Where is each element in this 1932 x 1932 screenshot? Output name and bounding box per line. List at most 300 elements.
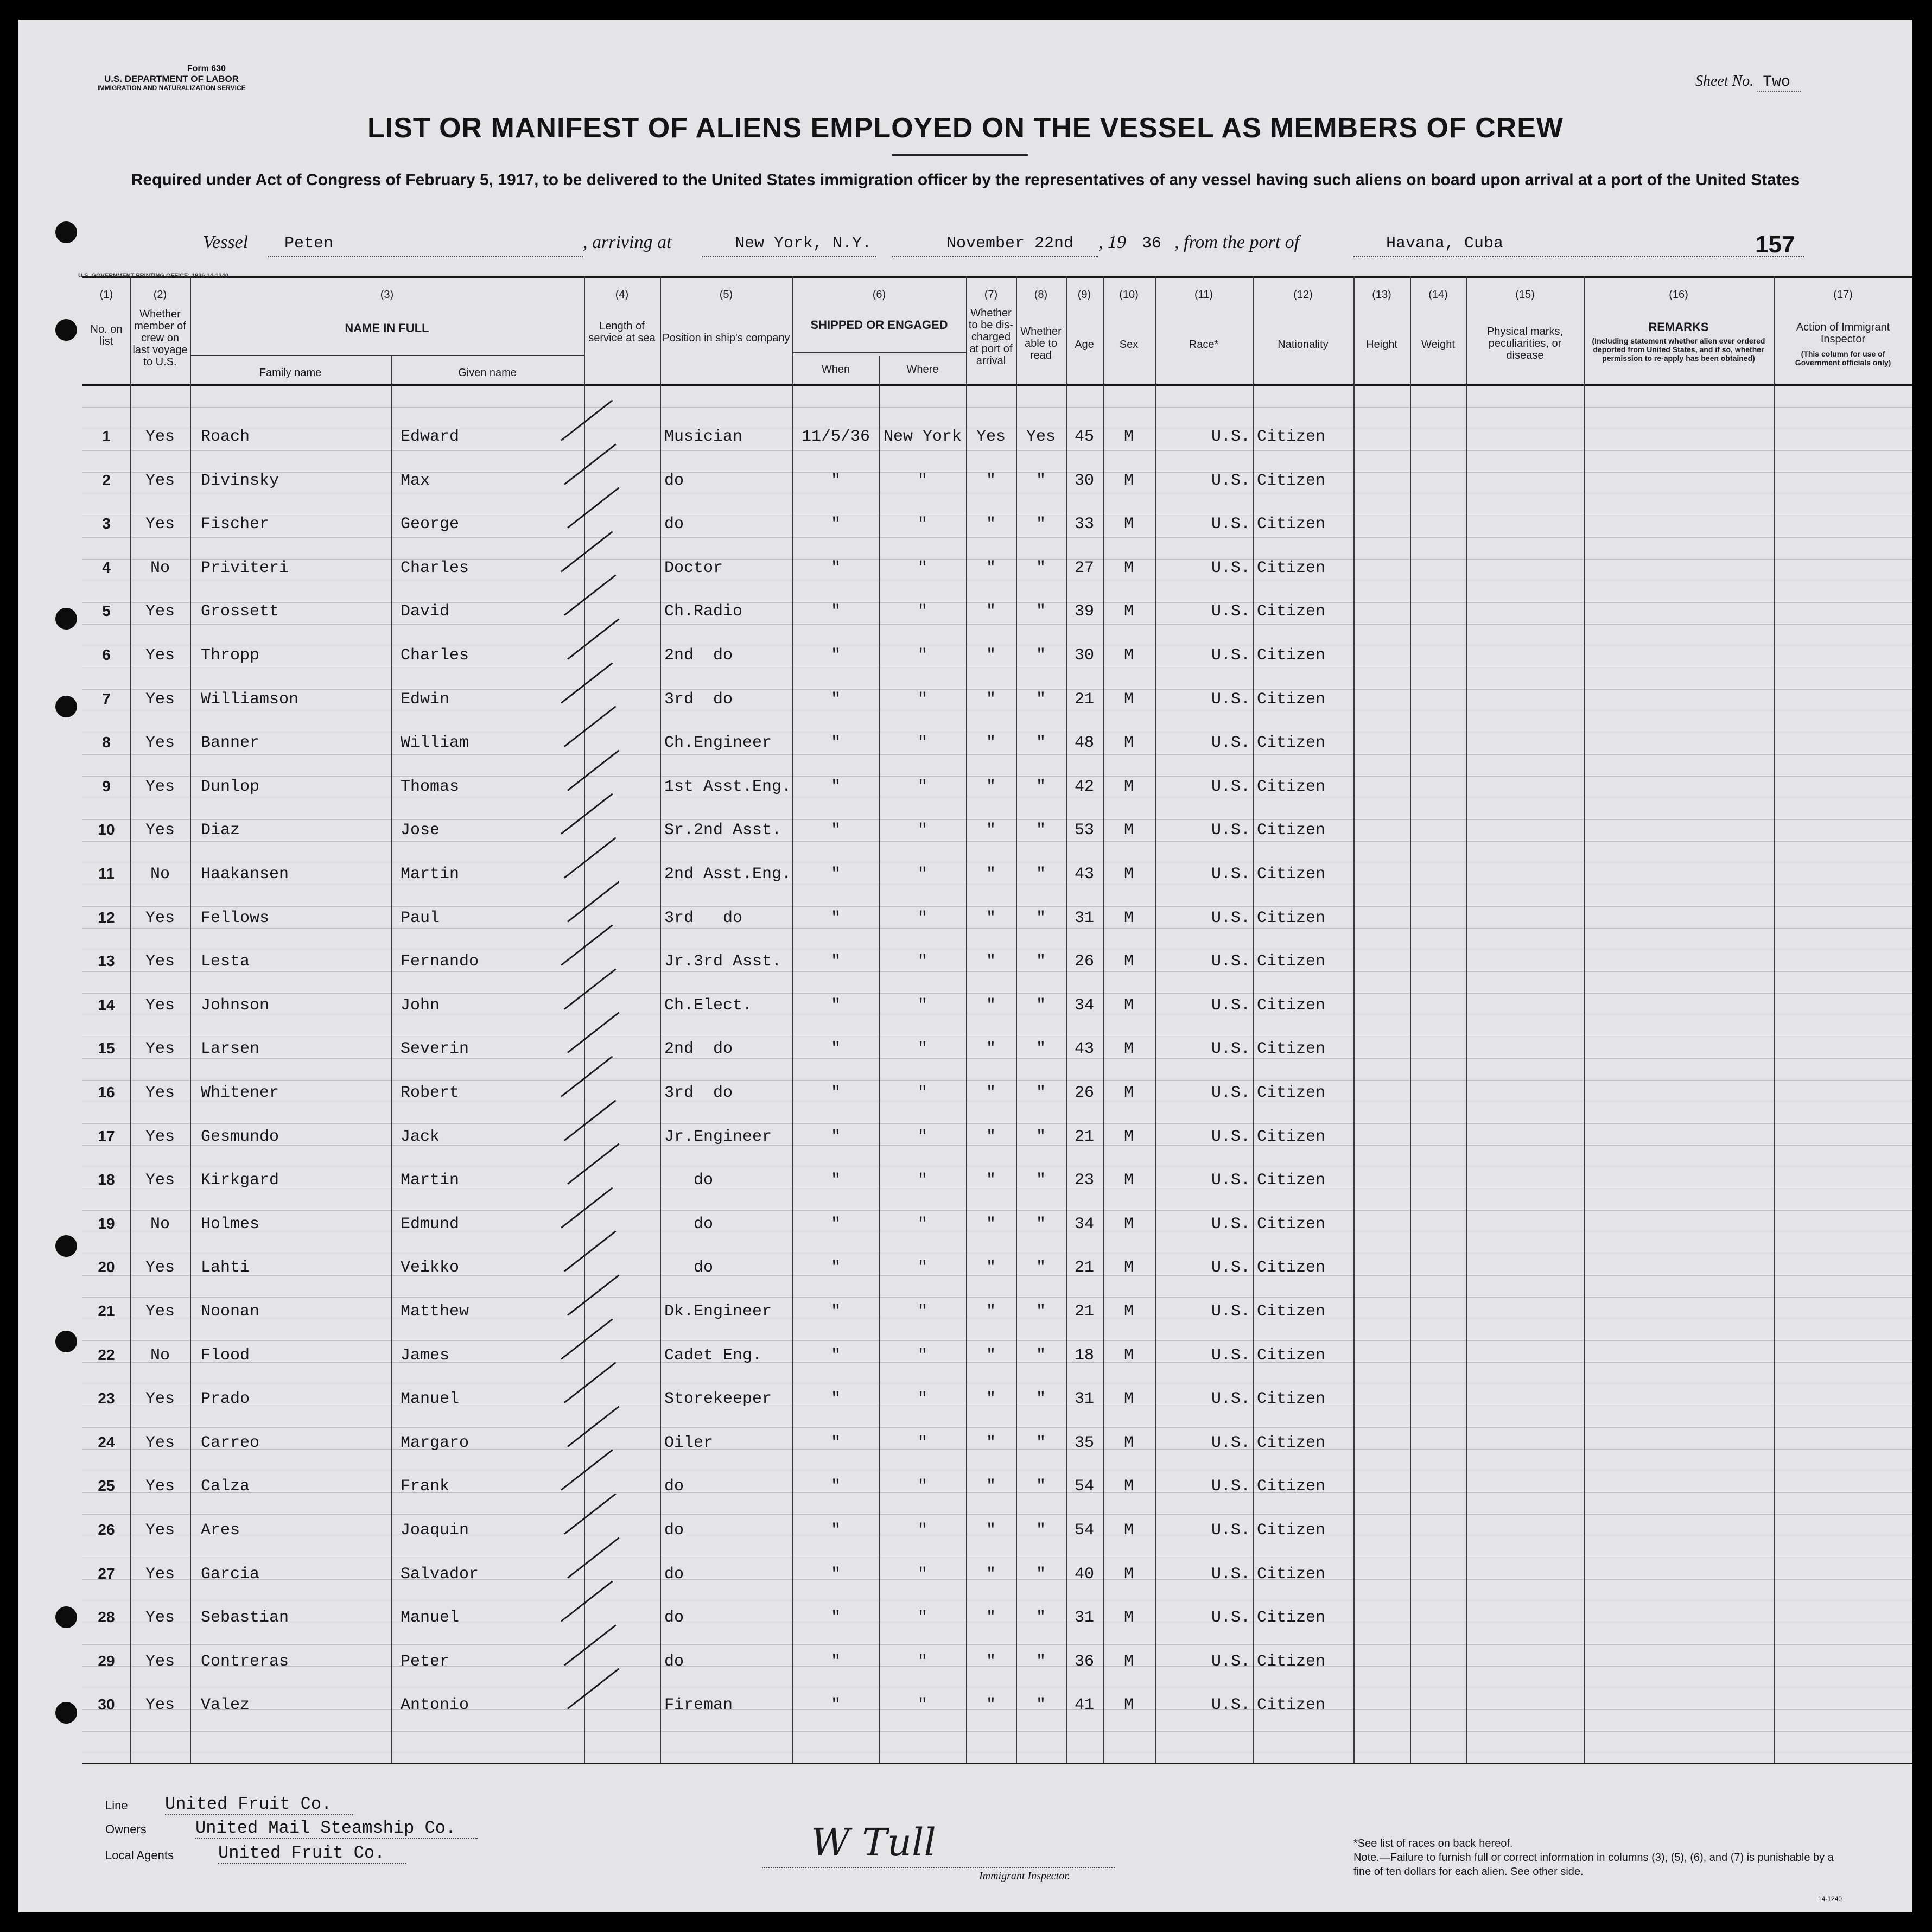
cell-no: 3 [102,515,111,532]
service-length-mark [567,1668,619,1709]
cell-position: do [664,1215,714,1234]
cell-race: U.S. [1211,1609,1250,1627]
cell-family: Larsen [201,1040,260,1058]
owners-value: United Mail Steamship Co. [195,1818,478,1839]
from-port: Havana, Cuba [1386,234,1504,253]
cell-position: 2nd do [664,646,733,665]
column-divider [1016,276,1017,1763]
cell-no: 24 [98,1434,115,1451]
col-number-6: (6) [872,289,886,301]
cell-sex: M [1123,865,1134,884]
cell-nationality: Citizen [1257,909,1326,927]
service-length-mark [564,1100,616,1141]
cell-age: 33 [1074,515,1094,533]
cell-age: 31 [1074,1609,1094,1627]
title-divider [892,154,1028,156]
cell-age: 42 [1074,778,1094,796]
cell-where: " [917,1609,927,1627]
cell-where: " [917,602,927,621]
cell-read: " [1035,952,1046,971]
cell-sex: M [1123,778,1134,796]
cell-given: Martin [401,865,460,884]
cell-when: " [830,559,841,577]
cell-read: " [1035,821,1046,840]
cell-given: Paul [401,909,440,927]
cell-nationality: Citizen [1257,1171,1326,1190]
ruled-line [82,407,1912,408]
cell-no: 1 [102,428,111,444]
cell-age: 18 [1074,1346,1094,1365]
cell-position: 3rd do [664,690,733,709]
shipped-subheader-rule [792,352,966,353]
printing-office-line: U.S. GOVERNMENT PRINTING OFFICE: 1936 14-1240 [78,272,228,279]
cell-race: U.S. [1211,1521,1250,1540]
ruled-line [82,689,1912,690]
cell-member: Yes [145,1477,175,1496]
cell-discharged: " [986,1215,996,1234]
cell-nationality: Citizen [1257,778,1326,796]
column-divider [130,276,131,1763]
arrival-date-rule [892,256,1098,257]
cell-nationality: Citizen [1257,1521,1326,1540]
cell-race: U.S. [1211,1346,1250,1365]
col-number-13: (13) [1372,289,1391,301]
cell-race: U.S. [1211,778,1250,796]
cell-read: Yes [1026,428,1056,446]
cell-race: U.S. [1211,1259,1250,1277]
punch-hole [55,1235,77,1257]
cell-where: " [917,1477,927,1496]
cell-member: Yes [145,1302,175,1321]
punch-hole [55,1702,77,1724]
cell-family: Thropp [201,646,260,665]
cell-member: Yes [145,1434,175,1452]
ruled-line [82,450,1912,451]
cell-position: do [664,1477,684,1496]
cell-sex: M [1123,1040,1134,1058]
cell-no: 8 [102,734,111,751]
cell-read: " [1035,996,1046,1015]
cell-no: 10 [98,821,115,838]
ruled-line [82,906,1912,907]
cell-sex: M [1123,428,1134,446]
cell-race: U.S. [1211,1434,1250,1452]
cell-discharged: " [986,1609,996,1627]
cell-no: 19 [98,1215,115,1232]
cell-discharged: " [986,1302,996,1321]
column-divider [1774,276,1775,1763]
cell-read: " [1035,559,1046,577]
cell-position: Ch.Elect. [664,996,753,1015]
service-length-mark [561,1056,613,1097]
cell-when: " [830,1128,841,1146]
header-weight: Weight [1421,339,1455,351]
cell-no: 27 [98,1565,115,1582]
header-nationality: Nationality [1278,339,1329,351]
cell-given: Severin [401,1040,469,1058]
service-length-mark [564,1230,616,1272]
cell-discharged: " [986,1346,996,1365]
header-action-note: (This column for use of Government officials only) [1795,349,1891,367]
cell-member: Yes [145,602,175,621]
cell-no: 13 [98,952,115,969]
cell-race: U.S. [1211,559,1250,577]
cell-discharged: " [986,515,996,533]
col-number-4: (4) [615,289,629,301]
cell-where: " [917,1653,927,1671]
cell-age: 26 [1074,952,1094,971]
cell-given: Salvador [401,1565,479,1584]
cell-no: 26 [98,1521,115,1538]
cell-no: 2 [102,472,111,488]
cell-read: " [1035,1346,1046,1365]
cell-read: " [1035,1565,1046,1584]
cell-when: " [830,1259,841,1277]
column-divider [966,276,967,1763]
punch-hole [55,319,77,341]
cell-where: " [917,515,927,533]
cell-discharged: " [986,996,996,1015]
cell-nationality: Citizen [1257,1434,1326,1452]
cell-family: Prado [201,1390,250,1408]
cell-age: 41 [1074,1696,1094,1714]
service-length-mark [561,793,613,834]
cell-given: Edwin [401,690,450,709]
list-number: 157 [1755,231,1795,258]
cell-age: 54 [1074,1477,1094,1496]
cell-read: " [1035,646,1046,665]
cell-read: " [1035,472,1046,490]
service-length-mark [561,1449,613,1490]
cell-race: U.S. [1211,1084,1250,1102]
inspector-label: Immigrant Inspector. [979,1870,1070,1882]
cell-sex: M [1123,1171,1134,1190]
ruled-line [82,1514,1912,1515]
cell-family: Flood [201,1346,250,1365]
cell-race: U.S. [1211,690,1250,709]
cell-nationality: Citizen [1257,472,1326,490]
cell-sex: M [1123,1215,1134,1234]
cell-age: 53 [1074,821,1094,840]
service-length-mark [567,487,619,528]
cell-given: George [401,515,460,533]
header-race: Race* [1189,339,1219,351]
manifest-sheet [18,20,1912,1912]
column-divider [1155,276,1156,1763]
header-action: Action of Immigrant Inspector [1796,321,1890,345]
cell-sex: M [1123,996,1134,1015]
cell-no: 5 [102,602,111,619]
cell-where: " [917,1259,927,1277]
cell-family: Lahti [201,1259,250,1277]
cell-age: 26 [1074,1084,1094,1102]
punch-hole [55,696,77,717]
cell-position: Jr.3rd Asst. [664,952,782,971]
punch-hole [55,1606,77,1628]
cell-age: 21 [1074,1302,1094,1321]
penalty-note: Note.—Failure to furnish full or correct information in columns (3), (5), (6), and (7) is punishable by a fine of ten dollars for each alien. See other side. [1353,1852,1834,1878]
cell-nationality: Citizen [1257,1302,1326,1321]
service-length-mark [561,399,613,441]
cell-age: 54 [1074,1521,1094,1540]
cell-no: 9 [102,778,111,795]
service-length-mark [561,1187,613,1228]
cell-discharged: " [986,1259,996,1277]
col-number-9: (9) [1077,289,1091,301]
cell-race: U.S. [1211,734,1250,752]
cell-where: " [917,778,927,796]
cell-when: " [830,1521,841,1540]
table-header-rule [82,384,1912,386]
cell-where: " [917,952,927,971]
header-position: Position in ship's company [662,332,790,344]
cell-race: U.S. [1211,821,1250,840]
cell-given: Edmund [401,1215,460,1234]
cell-where: " [917,1521,927,1540]
cell-where: " [917,1040,927,1058]
service-length-mark [561,662,613,703]
cell-position: Storekeeper [664,1390,772,1408]
cell-where: " [917,821,927,840]
vessel-line [203,232,1804,259]
cell-no: 12 [98,909,115,926]
cell-given: Jack [401,1128,440,1146]
cell-discharged: " [986,1084,996,1102]
cell-position: Sr.2nd Asst. [664,821,782,840]
cell-sex: M [1123,821,1134,840]
cell-no: 20 [98,1259,115,1275]
cell-given: Robert [401,1084,460,1102]
cell-discharged: " [986,909,996,927]
cell-nationality: Citizen [1257,1084,1326,1102]
cell-position: do [664,1565,684,1584]
cell-sex: M [1123,1302,1134,1321]
cell-nationality: Citizen [1257,1390,1326,1408]
cell-sex: M [1123,1346,1134,1365]
cell-race: U.S. [1211,646,1250,665]
cell-sex: M [1123,1084,1134,1102]
cell-no: 28 [98,1609,115,1625]
cell-family: Fischer [201,515,270,533]
cell-where: " [917,690,927,709]
column-divider [584,276,585,1763]
header-physical-marks: Physical marks, peculiarities, or disease [1486,326,1564,361]
service-length-mark [567,1274,619,1315]
cell-no: 16 [98,1084,115,1101]
year-prefix: , 19 [1098,232,1126,252]
cell-where: " [917,559,927,577]
cell-where: " [917,1565,927,1584]
cell-no: 15 [98,1040,115,1057]
ruled-line [82,993,1912,994]
cell-nationality: Citizen [1257,865,1326,884]
cell-read: " [1035,1521,1046,1540]
vessel-name-rule [268,256,583,257]
cell-family: Calza [201,1477,250,1496]
cell-discharged: " [986,472,996,490]
ruled-line [82,1058,1912,1059]
cell-age: 31 [1074,1390,1094,1408]
col-number-16: (16) [1669,289,1688,301]
col-number-17: (17) [1833,289,1853,301]
cell-no: 30 [98,1696,115,1713]
cell-family: Gesmundo [201,1128,279,1146]
service-length-mark [564,1362,616,1403]
cell-given: William [401,734,469,752]
cell-position: do [664,1171,714,1190]
cell-read: " [1035,1477,1046,1496]
cell-where: " [917,734,927,752]
cell-family: Dunlop [201,778,260,796]
cell-discharged: " [986,646,996,665]
col-number-14: (14) [1428,289,1448,301]
cell-age: 23 [1074,1171,1094,1190]
cell-family: Haakansen [201,865,289,884]
cell-nationality: Citizen [1257,602,1326,621]
cell-discharged: " [986,690,996,709]
form-number: Form 630 [187,64,226,73]
cell-when: " [830,1653,841,1671]
cell-sex: M [1123,1609,1134,1627]
service-length-mark [564,1624,616,1666]
ruled-line [82,754,1912,755]
header-shipped-engaged: SHIPPED OR ENGAGED [810,318,948,332]
cell-sex: M [1123,1434,1134,1452]
cell-nationality: Citizen [1257,1128,1326,1146]
cell-member: Yes [145,428,175,446]
cell-discharged: " [986,1040,996,1058]
cell-race: U.S. [1211,1653,1250,1671]
ruled-line [82,1123,1912,1124]
cell-age: 31 [1074,909,1094,927]
cell-sex: M [1123,909,1134,927]
service-length-mark [564,968,616,1009]
from-label: , from the port of [1174,232,1300,252]
cell-family: Carreo [201,1434,260,1452]
cell-nationality: Citizen [1257,734,1326,752]
cell-given: Thomas [401,778,460,796]
cell-given: Max [401,472,430,490]
header-where: Where [906,364,939,376]
header-given-name: Given name [458,367,517,379]
service-length-mark [564,443,616,485]
cell-nationality: Citizen [1257,1696,1326,1714]
cell-position: Dk.Engineer [664,1302,772,1321]
cell-member: Yes [145,1259,175,1277]
cell-read: " [1035,1040,1046,1058]
cell-race: U.S. [1211,1171,1250,1190]
cell-age: 43 [1074,865,1094,884]
cell-discharged: " [986,1653,996,1671]
cell-age: 27 [1074,559,1094,577]
department-name: U.S. DEPARTMENT OF LABOR [104,74,239,85]
cell-member: Yes [145,646,175,665]
cell-read: " [1035,515,1046,533]
cell-given: Frank [401,1477,450,1496]
cell-nationality: Citizen [1257,1040,1326,1058]
punch-hole [55,608,77,630]
cell-position: do [664,472,684,490]
cell-family: Kirkgard [201,1171,279,1190]
cell-discharged: " [986,1128,996,1146]
cell-member: Yes [145,1171,175,1190]
ruled-line [82,841,1912,842]
sheet-number-value: Two [1757,74,1801,92]
cell-given: Manuel [401,1609,460,1627]
cell-member: Yes [145,690,175,709]
cell-read: " [1035,778,1046,796]
cell-when: " [830,1565,841,1584]
cell-race: U.S. [1211,909,1250,927]
cell-age: 36 [1074,1653,1094,1671]
col-number-1: (1) [99,289,113,301]
cell-given: David [401,602,450,621]
cell-discharged: " [986,602,996,621]
col-number-2: (2) [153,289,167,301]
footer-notes [1353,1836,1853,1879]
cell-no: 21 [98,1302,115,1319]
ruled-line [82,1427,1912,1428]
vessel-name: Peten [284,234,334,253]
header-age: Age [1075,339,1094,351]
header-length-service: Length of service at sea [588,320,656,344]
column-divider [1410,276,1411,1763]
ruled-line [82,1644,1912,1645]
cell-discharged: " [986,1390,996,1408]
cell-nationality: Citizen [1257,1477,1326,1496]
cell-discharged: " [986,952,996,971]
cell-no: 18 [98,1171,115,1188]
cell-age: 21 [1074,1259,1094,1277]
ruled-line [82,928,1912,929]
cell-nationality: Citizen [1257,1215,1326,1234]
page-title: LIST OR MANIFEST OF ALIENS EMPLOYED ON THE VESSEL AS MEMBERS OF CREW [367,112,1564,144]
arrival-date: November 22nd [946,234,1074,253]
cell-member: Yes [145,734,175,752]
cell-family: Williamson [201,690,299,709]
cell-sex: M [1123,734,1134,752]
sheet-number-label: Sheet No. [1695,73,1754,90]
cell-sex: M [1123,1696,1134,1714]
cell-where: " [917,909,927,927]
cell-sex: M [1123,1477,1134,1496]
cell-when: " [830,1040,841,1058]
cell-when: " [830,1434,841,1452]
cell-discharged: " [986,778,996,796]
column-divider [190,276,191,1763]
cell-position: Oiler [664,1434,714,1452]
line-label: Line [105,1798,128,1812]
from-port-rule [1353,256,1804,257]
cell-when: " [830,996,841,1015]
cell-member: Yes [145,1084,175,1102]
cell-age: 34 [1074,1215,1094,1234]
cell-race: U.S. [1211,1215,1250,1234]
cell-discharged: " [986,1171,996,1190]
cell-sex: M [1123,1565,1134,1584]
cell-race: U.S. [1211,865,1250,884]
cell-discharged: " [986,559,996,577]
cell-read: " [1035,690,1046,709]
name-subheader-rule [190,355,584,356]
punch-hole [55,221,77,243]
cell-member: No [150,559,170,577]
cell-discharged: " [986,1521,996,1540]
cell-age: 21 [1074,1128,1094,1146]
cell-age: 43 [1074,1040,1094,1058]
cell-position: 2nd Asst.Eng. [664,865,792,884]
service-length-mark [564,706,616,747]
